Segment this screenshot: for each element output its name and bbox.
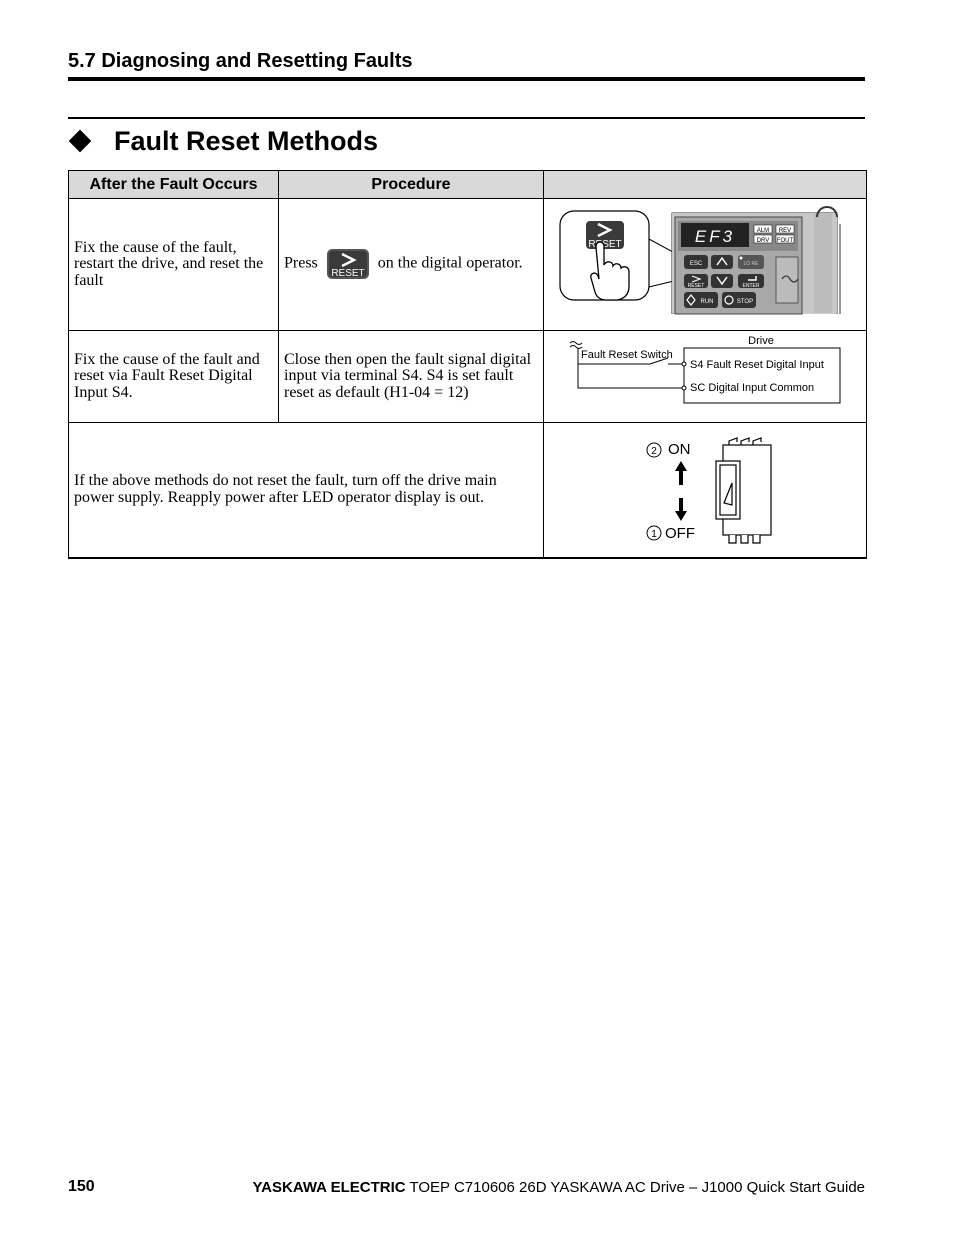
indicator-alm: ALM xyxy=(756,228,770,234)
condition-text: Fix the cause of the fault and reset via Fault Reset Digital Input S4. xyxy=(74,350,260,401)
footer-doc: TOEP C710606 26D YASKAWA AC Drive – J1000 Quick Start Guide xyxy=(405,1179,865,1196)
key-run-label: RUN xyxy=(700,299,714,305)
reset-key-icon xyxy=(326,248,370,280)
procedure-text-before: Press xyxy=(284,254,318,272)
table-row xyxy=(69,330,867,423)
off-step-number: 1 xyxy=(651,529,657,540)
condition-cell xyxy=(69,199,279,331)
operator-display-text: EF3 xyxy=(694,227,736,246)
wiring-figure-cell xyxy=(544,330,867,423)
key-enter-label: ENTER xyxy=(742,283,760,289)
indicator-drv: DRV xyxy=(756,238,770,244)
terminal-s4-label: S4 Fault Reset Digital Input xyxy=(690,358,824,371)
procedure-text-after: on the digital operator. xyxy=(377,254,523,272)
fault-reset-table xyxy=(68,170,867,559)
procedure-cell xyxy=(279,330,544,423)
key-reset-label: RESET xyxy=(687,283,705,289)
key-stop-label: STOP xyxy=(736,299,754,305)
section-header: 5.7 Diagnosing and Resetting Faults xyxy=(68,50,413,72)
power-switch-figure xyxy=(544,423,866,552)
key-lore-label: LO RE xyxy=(743,261,759,267)
table-row xyxy=(69,199,867,331)
title-rule xyxy=(68,117,865,119)
callout-reset-label: RESET xyxy=(588,239,622,250)
table-header-row xyxy=(69,171,867,199)
fault-reset-switch-label: Fault Reset Switch xyxy=(581,348,673,361)
terminal-sc-label: SC Digital Input Common xyxy=(690,381,815,394)
header-procedure: Procedure xyxy=(279,171,544,199)
on-label: ON xyxy=(668,441,691,458)
procedure-text: Close then open the fault signal digital input via terminal S4. S4 is set fault reset as default (H1-04 = 12) xyxy=(284,350,532,401)
header-after-fault: After the Fault Occurs xyxy=(69,171,279,199)
condition-cell xyxy=(69,330,279,423)
condition-text: Fix the cause of the fault, restart the drive, and reset the fault xyxy=(74,238,264,289)
drive-label: Drive xyxy=(748,334,774,347)
diamond-bullet-icon xyxy=(69,130,92,153)
page-title-row xyxy=(68,123,865,159)
power-figure-cell xyxy=(544,423,867,558)
footer-brand: YASKAWA ELECTRIC xyxy=(252,1179,406,1196)
breaker-icon xyxy=(716,438,771,543)
operator-figure-cell xyxy=(544,199,867,331)
reset-key-label: RESET xyxy=(331,268,365,280)
section-rule xyxy=(68,77,865,81)
indicator-rev: REV xyxy=(778,228,792,234)
shield-icon xyxy=(570,341,582,344)
condition-cell-wide xyxy=(69,423,544,558)
page-title: Fault Reset Methods xyxy=(114,125,379,156)
footer-doc-info xyxy=(253,1179,865,1196)
table-row xyxy=(69,423,867,558)
off-label: OFF xyxy=(665,525,695,542)
procedure-cell xyxy=(279,199,544,331)
page-number: 150 xyxy=(68,1178,95,1195)
on-step-number: 2 xyxy=(651,446,657,457)
condition-text: If the above methods do not reset the fault, turn off the drive main power supply. Reapply power after LED operator display is out. xyxy=(74,472,497,506)
wiring-diagram xyxy=(544,331,866,418)
indicator-fout: FOUT xyxy=(776,238,794,244)
header-figure xyxy=(544,171,867,199)
digital-operator-figure xyxy=(544,199,866,325)
key-esc-label: ESC xyxy=(689,261,703,267)
